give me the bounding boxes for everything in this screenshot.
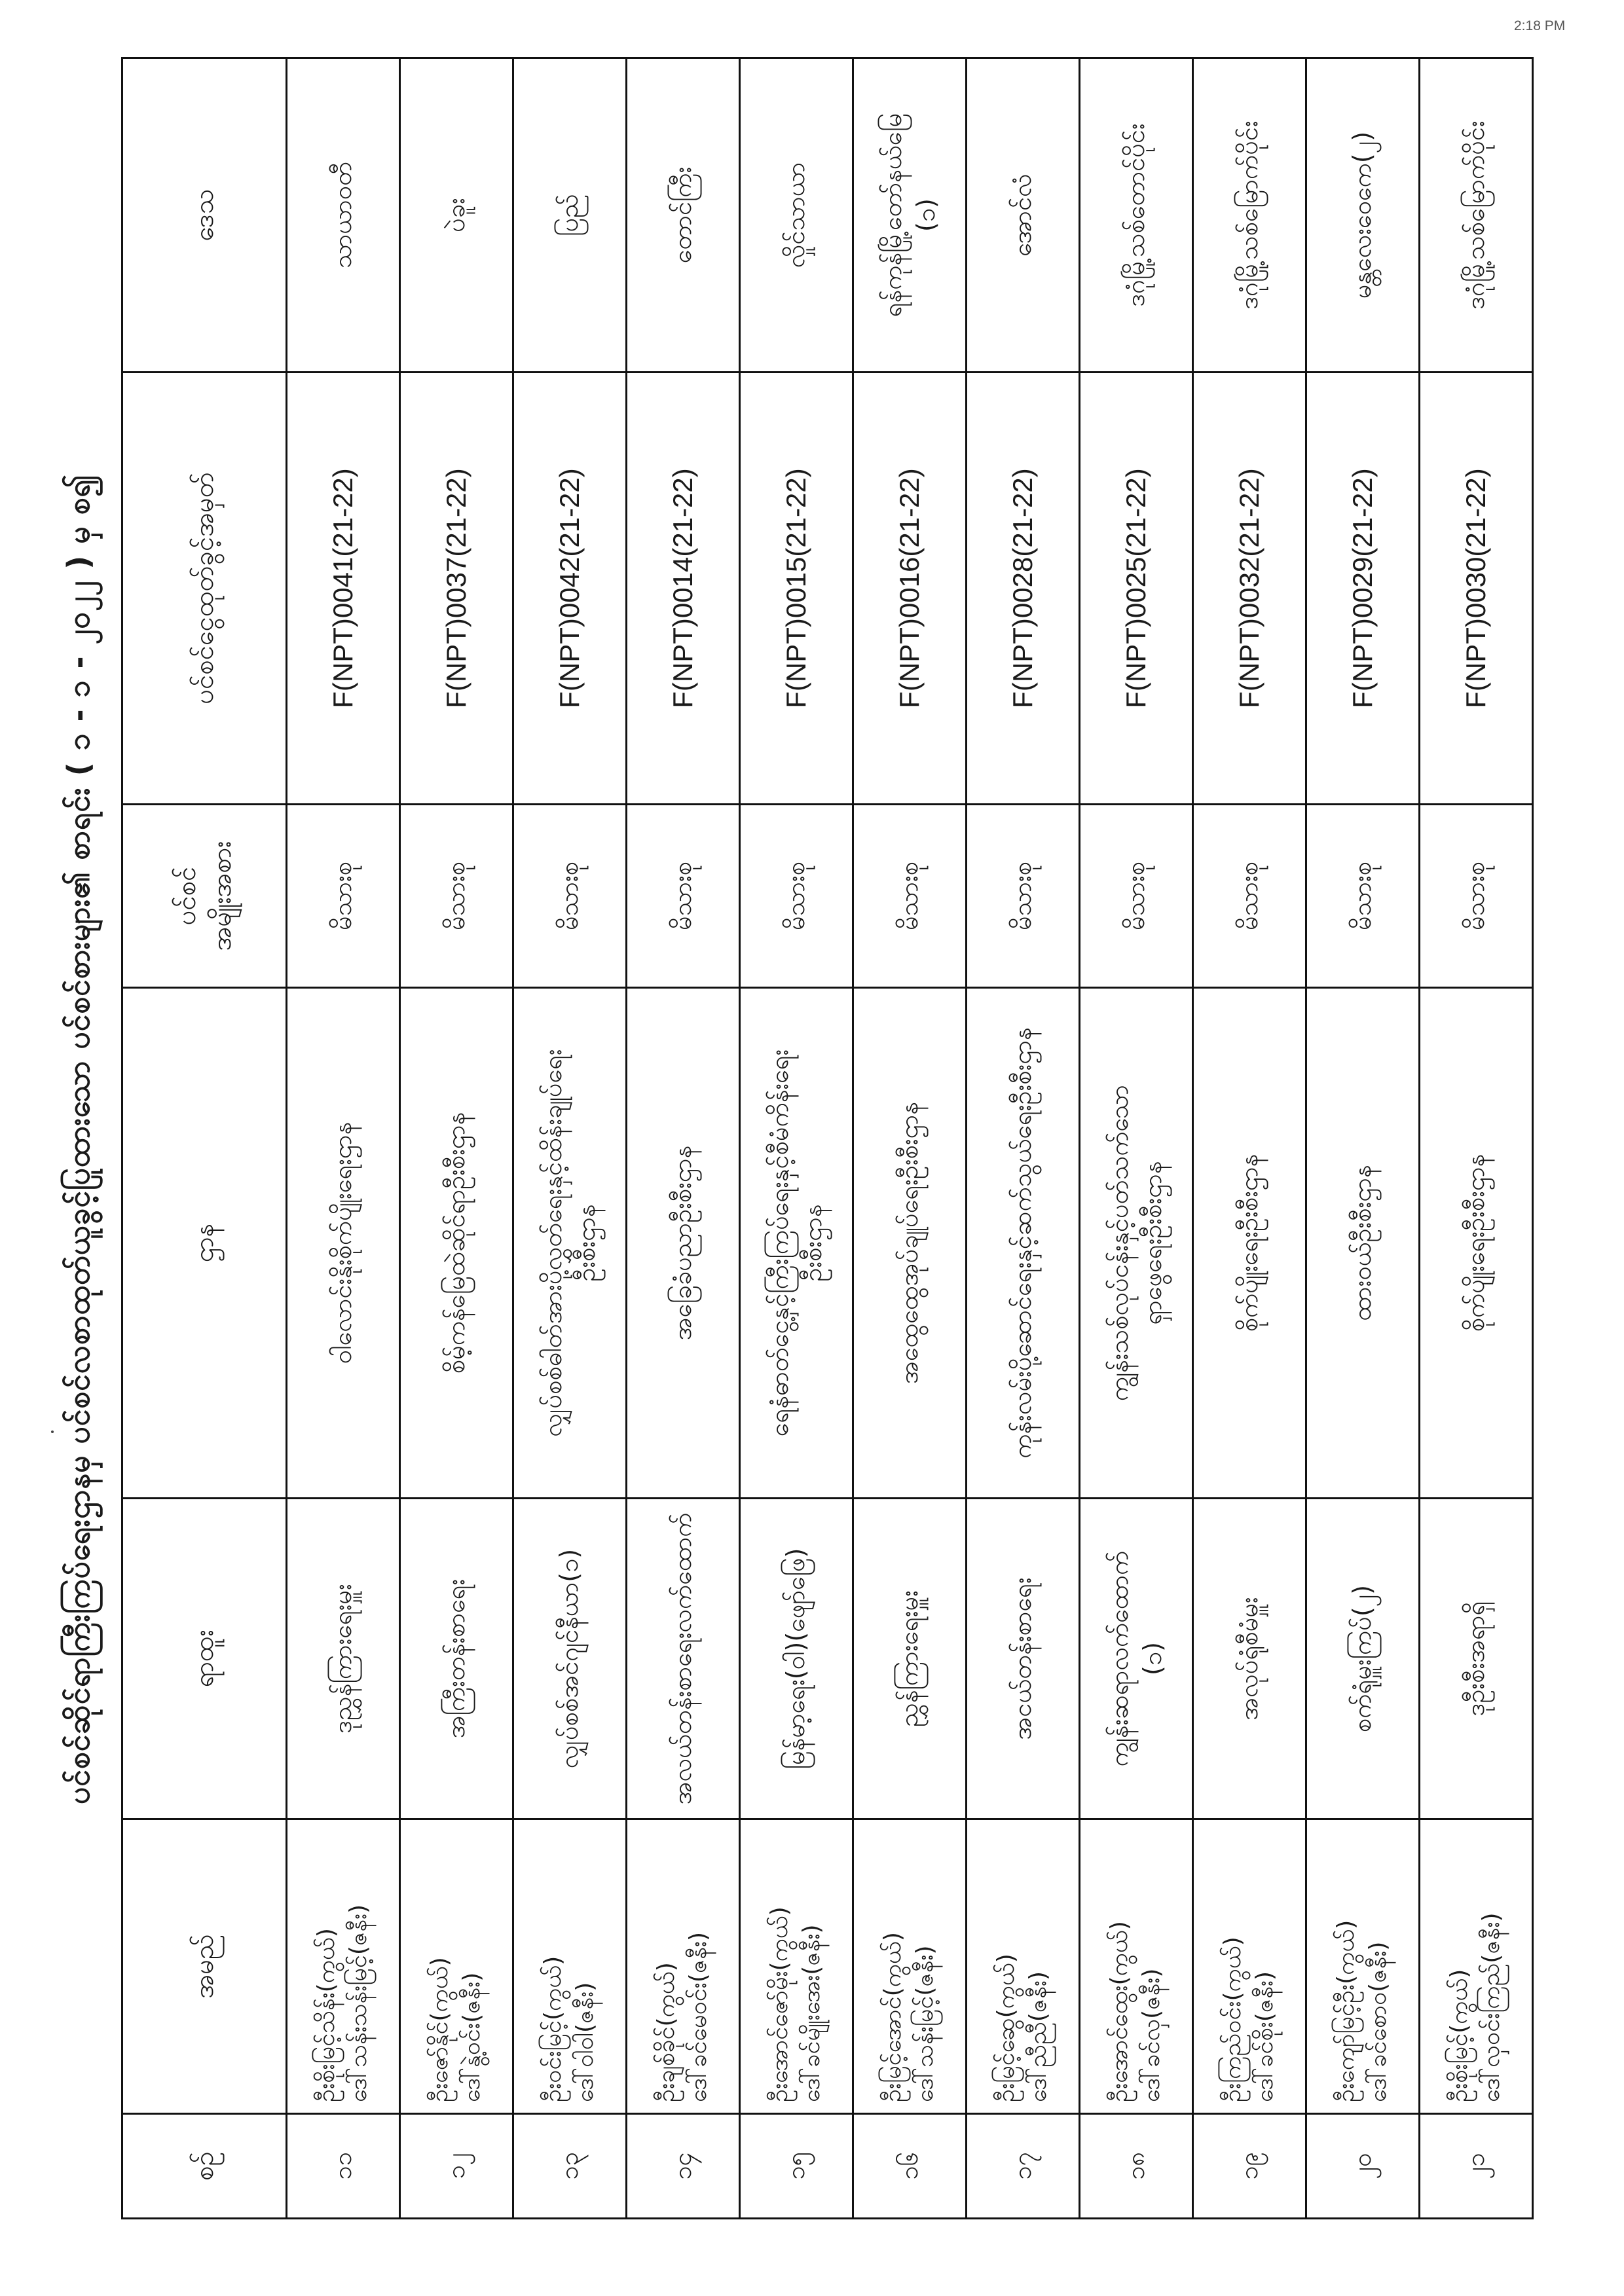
table-row xyxy=(1306,58,1420,2219)
cell-name xyxy=(627,1819,740,2114)
cell-no: ၁၃ xyxy=(513,2114,627,2219)
cell-name-line: ဒေါ်သန်းသန်းမြင့်(ဇနီး) xyxy=(345,1904,372,2102)
header-no: စဉ် xyxy=(122,2114,287,2219)
cell-department-line: ကျွန်းသစ်လုပ်ငန်းနှင့်ပတ်သက်သော xyxy=(1104,1084,1134,1402)
cell-township: သာယာဝတီ xyxy=(287,58,400,373)
cell-no: ၁၁ xyxy=(287,2114,400,2219)
cell-permit-no: F(NPT)0037(21-22) xyxy=(400,373,513,805)
header-department: ဌာန xyxy=(122,988,287,1499)
table-row xyxy=(740,58,853,2219)
cell-pension-type: မိသားစု xyxy=(967,805,1080,988)
header-permit-no: ပင်စင်ငွေထုတ်ခွင့်အမှတ် xyxy=(122,373,287,805)
cell-permit-no: F(NPT)0029(21-22) xyxy=(1306,373,1420,805)
header-pension-type xyxy=(122,805,287,988)
cell-name-line: ဒေါ်ခင်စောဝ(ဇနီး) xyxy=(1365,1941,1392,2102)
table-row xyxy=(400,58,513,2219)
cell-permit-no: F(NPT)0025(21-22) xyxy=(1080,373,1193,805)
cell-position: အလယ်တန်းစာရေးလက်ထောက် xyxy=(627,1499,740,1819)
cell-pension-type: မိသားစု xyxy=(287,805,400,988)
cell-pension-type: မိသားစု xyxy=(853,805,967,988)
cell-pension-type: မိသားစု xyxy=(513,805,627,988)
table-body xyxy=(287,58,1533,2219)
cell-pension-type: မိသားစု xyxy=(1193,805,1306,988)
cell-department xyxy=(1080,988,1193,1499)
cell-no: ၁၆ xyxy=(853,2114,967,2219)
cell-name-line: ဒေါ်ခင်မေဝင်း(ဇနီး) xyxy=(685,1931,712,2102)
cell-department: ကုန်းလမ်းပို့ဆောင်ရေးနှင့်ဆက်သွယ်ရေးဦးစီးဌာန xyxy=(967,988,1080,1499)
cell-name-line: ဒေါ်ညီညီ(ဇနီး) xyxy=(1025,1971,1052,2102)
cell-township: ဒဂုံမြို့သစ်တောင်ပိုင်း xyxy=(1080,58,1193,373)
table-row xyxy=(853,58,967,2219)
cell-township: ဒဂုံမြို့သစ်မြောက်ပိုင်း xyxy=(1193,58,1306,373)
cell-name-line: ဦးစိုးမြင့်(ကွယ်) xyxy=(1446,1969,1473,2102)
cell-department: အခြေခံပညာဦးစီးဌာန xyxy=(627,988,740,1499)
document-title: ပင်စင်ဆိုင်ရာကြီးကြပ်ရေးဌာနမှ ပင်စင်လစာထုတ်ယူခွင့်ပြုထားသော ပင်စင်စားများ၏ စာရင်း ( ၁ - ၁ - ၂၀၂၂ ) မှ စ၍ xyxy=(60,474,96,1804)
cell-township: မန္တလေးဝေကေ(၂) xyxy=(1306,58,1420,373)
cell-department-line: ဦးစီးဌာန xyxy=(798,1204,827,1282)
cell-township-line: ရန်ကုန်မြို့တော်နယ်မြေ xyxy=(877,113,907,318)
cell-position-line: ကျွန်းဆရာလက်ထောက် xyxy=(1104,1550,1134,1767)
cell-position: စက်ရုံမှူးကြပ်(၂) xyxy=(1306,1499,1420,1819)
cell-department-line: ရှာဖွေရေးဦးစီးဌာန xyxy=(1138,1161,1167,1325)
cell-department-line: ရေနံဓာတ်ငွေ့နှင့်ကြီးကြပ်ရေးနှင့်စီမံကိန်းရေး xyxy=(764,1049,794,1437)
cell-department: စိုက်ပျိုးရေးဦးစီးဌာန xyxy=(1193,988,1306,1499)
cell-township: အောင်လံ xyxy=(967,58,1080,373)
table-row xyxy=(1193,58,1306,2219)
pension-table xyxy=(121,57,1534,2219)
table-row xyxy=(287,58,400,2219)
cell-department xyxy=(740,988,853,1499)
cell-permit-no: F(NPT)0028(21-22) xyxy=(967,373,1080,805)
header-pension-type-line: အမျိုးအစား xyxy=(207,841,237,951)
table-row xyxy=(1080,58,1193,2219)
cell-name-line: ဦးစိုးမြင့်သိန်း(ကွယ်) xyxy=(313,1928,341,2102)
cell-township: တောင်ကြီး xyxy=(627,58,740,373)
cell-pension-type: မိသားစု xyxy=(1306,805,1420,988)
cell-name xyxy=(1420,1819,1533,2114)
cell-position: အကြီးတန်းစာရေး xyxy=(400,1499,513,1819)
cell-department-line: ဦးစီးဌာန xyxy=(572,1204,600,1282)
header-township: ဒေသ xyxy=(122,58,287,373)
cell-name xyxy=(1306,1819,1420,2114)
cell-no: ၂၀ xyxy=(1306,2114,1420,2219)
cell-name xyxy=(1193,1819,1306,2114)
cell-pension-type: မိသားစု xyxy=(1080,805,1193,988)
cell-department: အထွေထွေအုပ်ချုပ်ရေးဦးစီးဌာန xyxy=(853,988,967,1499)
table-row xyxy=(513,58,627,2219)
cell-position: ညွှန်ကြားရေးမှူး xyxy=(853,1499,967,1819)
cell-position: အငယ်တန်းစာရေး xyxy=(967,1499,1080,1819)
cell-position: ဒုညွှန်ကြားရေးမှူး xyxy=(287,1499,400,1819)
cell-permit-no: F(NPT)0016(21-22) xyxy=(853,373,967,805)
cell-township: ပြည် xyxy=(513,58,627,373)
cell-name-line: ဦးဝင်းမြင့်(ကွယ်) xyxy=(540,1956,567,2102)
cell-township: လှိုင်သာယာ xyxy=(740,58,853,373)
cell-permit-no: F(NPT)0015(21-22) xyxy=(740,373,853,805)
cell-no: ၁၉ xyxy=(1193,2114,1306,2219)
cell-name-line: ဦးချစ်ခိုင်(ကွယ်) xyxy=(653,1962,680,2102)
cell-position: အလုပ်ရုံစီမံမှူး xyxy=(1193,1499,1306,1819)
cell-name-line: ဒေါ်သန်းမြင့်(ဇနီး) xyxy=(912,1945,938,2102)
cell-position xyxy=(1080,1499,1193,1819)
cell-pension-type: မိသားစု xyxy=(740,805,853,988)
cell-township xyxy=(853,58,967,373)
cell-name-line: ဦးအောင်ထွေး(ကွယ်) xyxy=(1106,1921,1134,2102)
header-name: အမည် xyxy=(122,1819,287,2114)
cell-name xyxy=(400,1819,513,2114)
cell-name-line: ဦးမြင့်အောင်(ကွယ်) xyxy=(879,1932,907,2102)
cell-name-line: ဦးမြင့်ဆွေ(ကွယ်) xyxy=(993,1954,1020,2102)
cell-name xyxy=(967,1819,1080,2114)
cell-no: ၁၇ xyxy=(967,2114,1080,2219)
cell-name-line: ဒေါ်ခင်လှ(ဇနီး) xyxy=(1138,1968,1165,2102)
cell-department: စိမ့်ကန်မြေထဲဆိုင်ရာဦးစီးဌာန xyxy=(400,988,513,1499)
cell-name xyxy=(740,1819,853,2114)
cell-pension-type: မိသားစု xyxy=(627,805,740,988)
timestamp: 2:18 PM xyxy=(1514,18,1566,33)
cell-permit-no: F(NPT)0041(21-22) xyxy=(287,373,400,805)
cell-no: ၁၂ xyxy=(400,2114,513,2219)
table-header-row xyxy=(122,58,287,2219)
cell-pension-type: မိသားစု xyxy=(400,805,513,988)
cell-department: စိုက်ပျိုးရေးဦးစီးဌာန xyxy=(1420,988,1533,1499)
cell-department: ဝါလောင်းနိုးစိုက်ပျိုးရေးဌာန xyxy=(287,988,400,1499)
cell-name-line: ဒေါ်လှဝင်းကြည်(ဇနီး) xyxy=(1478,1912,1505,2102)
cell-position: ဒုဦးစီးအရာရှိ xyxy=(1420,1499,1533,1819)
cell-name xyxy=(1080,1819,1193,2114)
header-position: ရာထူး xyxy=(122,1499,287,1819)
cell-name-line: ဒေါ်ခင်မျိုးအေး(ဇနီး) xyxy=(798,1924,825,2102)
cell-name-line: ဒေါ်ဝါဝါ(ဇနီး) xyxy=(572,1982,599,2102)
cell-township-line: (၁) xyxy=(912,198,940,232)
table-row xyxy=(1420,58,1533,2219)
cell-name-line: ဦးကျော်မြင့်ဦး(ကွယ်) xyxy=(1333,1920,1360,2102)
cell-no: ၁၅ xyxy=(740,2114,853,2219)
header-pension-type-line: ပင်စင် xyxy=(172,866,202,926)
rotated-document xyxy=(46,33,1617,2285)
cell-name-line: ဦးဇော်နိုင်(ကွယ်) xyxy=(426,1957,454,2102)
cell-department: ထားဝယ်ဦးစီးဌာန xyxy=(1306,988,1420,1499)
cell-name xyxy=(513,1819,627,2114)
cell-township: ဒဂုံမြို့သစ်မြောက်ပိုင်း xyxy=(1420,58,1533,373)
cell-name xyxy=(853,1819,967,2114)
cell-name-line: ဒေါ်နွဲ့ဝင်း(ဇနီး) xyxy=(458,1972,485,2102)
cell-permit-no: F(NPT)0030(21-22) xyxy=(1420,373,1533,805)
cell-name-line: ဒေါ်ခင်စိုး(ဇနီး) xyxy=(1251,1971,1278,2102)
cell-permit-no: F(NPT)0032(21-22) xyxy=(1193,373,1306,805)
table-row xyxy=(627,58,740,2219)
cell-name xyxy=(287,1819,400,2114)
table-row xyxy=(967,58,1080,2219)
cell-pension-type: မိသားစု xyxy=(1420,805,1533,988)
cell-name-line: ဦးအောင်ဇော်မိုး(ကွယ်) xyxy=(766,1906,794,2102)
cell-no: ၁၈ xyxy=(1080,2114,1193,2219)
cell-permit-no: F(NPT)0014(21-22) xyxy=(627,373,740,805)
cell-no: ၁၄ xyxy=(627,2114,740,2219)
cell-no: ၂၁ xyxy=(1420,2114,1533,2219)
cell-position-line: (၁) xyxy=(1138,1641,1167,1676)
cell-department-line: လျှပ်စစ်ဓါတ်အားပို့လွှတ်ရေးနှင့်ထိန်းချုပ်ရေး xyxy=(538,1049,567,1437)
cell-department xyxy=(513,988,627,1499)
cell-township: ပဲခူး xyxy=(400,58,513,373)
cell-permit-no: F(NPT)0042(21-22) xyxy=(513,373,627,805)
cell-position: လျှပ်စစ်အင်ဂျင်နီယာ(၁) xyxy=(513,1499,627,1819)
cell-name-line: ဦးကြည်ဝင်း(ကွယ်) xyxy=(1219,1937,1247,2102)
cell-position: မြန်မာ့ရေး(ဝါ)(ဖျော်ဖြေ) xyxy=(740,1499,853,1819)
